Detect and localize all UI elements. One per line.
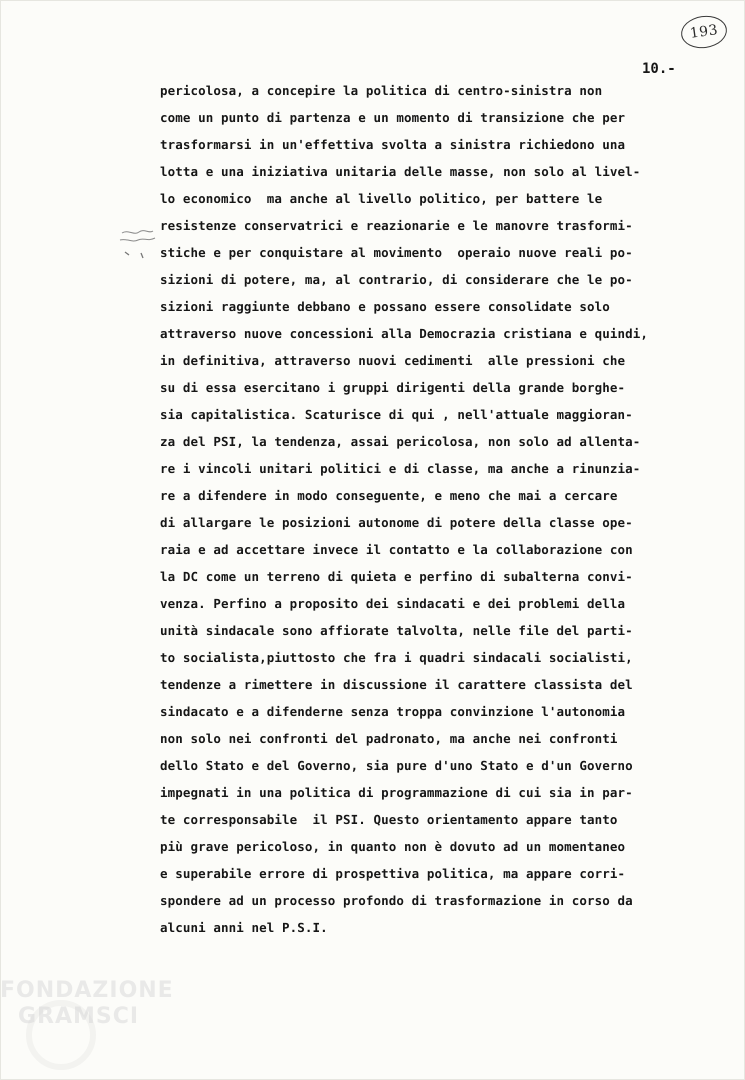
text-line-2: come un punto di partenza e un momento di transizione che per xyxy=(160,110,626,125)
text-line-19: la DC come un terreno di quieta e perfino di subalterna convi- xyxy=(160,569,633,584)
text-line-6: resistenze conservatrici e reazionarie e le manovre trasformi- xyxy=(160,218,633,233)
page-number: 10.- xyxy=(642,61,676,77)
text-line-30: e superabile errore di prospettiva politica, ma appare corri- xyxy=(160,866,626,881)
text-line-16: re a difendere in modo conseguente, e meno che mai a cercare xyxy=(160,488,618,503)
text-line-23: tendenze a rimettere in discussione il carattere classista del xyxy=(160,677,633,692)
text-line-31: spondere ad un processo profondo di trasformazione in corso da xyxy=(160,893,633,908)
text-line-18: raia e ad accettare invece il contatto e la collaborazione con xyxy=(160,542,633,557)
margin-note-icon xyxy=(118,224,160,262)
text-line-32: alcuni anni nel P.S.I. xyxy=(160,920,328,935)
text-line-26: dello Stato e del Governo, sia pure d'uno Stato e d'un Governo xyxy=(160,758,633,773)
page-stamp-number: 193 xyxy=(688,22,720,42)
text-line-15: re i vincoli unitari politici e di classe, ma anche a rinunzia- xyxy=(160,461,641,476)
watermark-line-2: GRAMSCI xyxy=(18,1004,140,1029)
text-line-21: unità sindacale sono affiorate talvolta, nelle file del parti- xyxy=(160,623,633,638)
text-line-17: di allargare le posizioni autonome di potere della classe ope- xyxy=(160,515,633,530)
text-line-3: trasformarsi in un'effettiva svolta a sinistra richiedono una xyxy=(160,137,626,152)
watermark-line-1: FONDAZIONE xyxy=(0,980,174,1003)
text-line-1: pericolosa, a concepire la politica di centro-sinistra non xyxy=(160,83,603,98)
text-line-22: to socialista,piuttosto che fra i quadri sindacali socialisti, xyxy=(160,650,633,665)
text-line-13: sia capitalistica. Scaturisce di qui , nell'attuale maggioran- xyxy=(160,407,633,422)
text-line-11: in definitiva, attraverso nuovi cedimenti alle pressioni che xyxy=(160,353,626,368)
text-line-24: sindacato e a difenderne senza troppa convinzione l'autonomia xyxy=(160,704,626,719)
text-line-7: stiche e per conquistare al movimento operaio nuove reali po- xyxy=(160,245,633,260)
text-line-9: sizioni raggiunte debbano e possano essere consolidate solo xyxy=(160,299,610,314)
text-line-4: lotta e una iniziativa unitaria delle masse, non solo al livel- xyxy=(160,164,641,179)
text-line-10: attraverso nuove concessioni alla Democrazia cristiana e quindi, xyxy=(160,326,649,341)
text-line-28: te corresponsabile il PSI. Questo orientamento appare tanto xyxy=(160,812,618,827)
text-line-14: za del PSI, la tendenza, assai pericolosa, non solo ad allenta- xyxy=(160,434,641,449)
text-line-27: impegnati in una politica di programmazione di cui sia in par- xyxy=(160,785,633,800)
text-line-8: sizioni di potere, ma, al contrario, di considerare che le po- xyxy=(160,272,633,287)
text-line-29: più grave pericoloso, in quanto non è dovuto ad un momentaneo xyxy=(160,839,626,854)
watermark xyxy=(0,980,190,1080)
text-line-25: non solo nei confronti del padronato, ma anche nei confronti xyxy=(160,731,618,746)
text-line-5: lo economico ma anche al livello politico, per battere le xyxy=(160,191,603,206)
page-stamp xyxy=(679,13,729,51)
text-line-12: su di essa esercitano i gruppi dirigenti della grande borghe- xyxy=(160,380,626,395)
text-line-20: venza. Perfino a proposito dei sindacati e dei problemi della xyxy=(160,596,626,611)
